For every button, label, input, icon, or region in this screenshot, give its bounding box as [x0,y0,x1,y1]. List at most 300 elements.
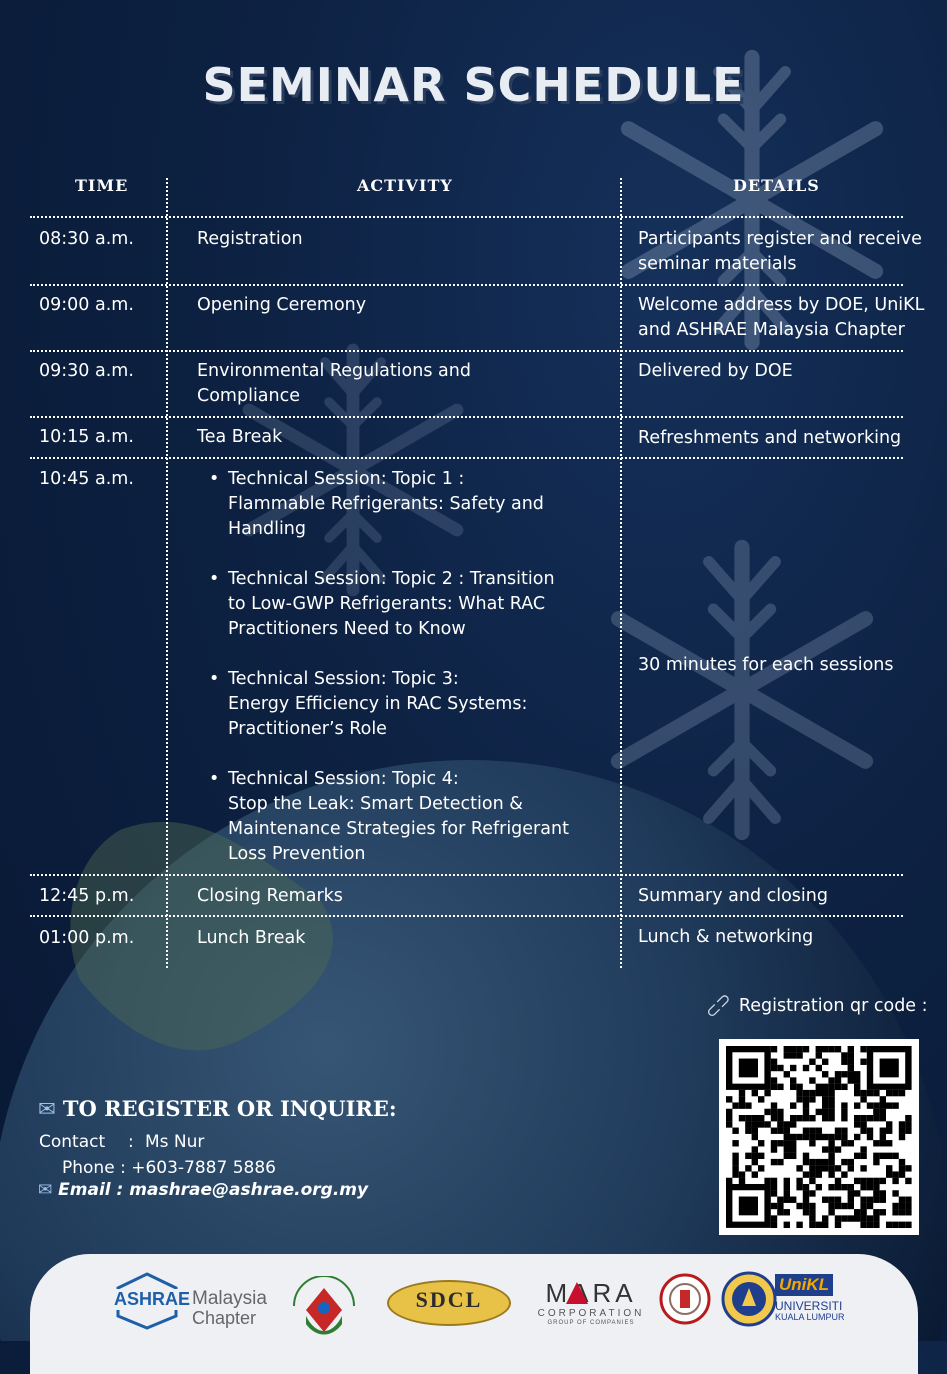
qr-module [739,1115,745,1121]
qr-module [771,1059,777,1065]
qr-module [784,1134,790,1140]
qr-module [771,1190,777,1196]
contact-phone[interactable]: Phone : +603-7887 5886 [62,1158,276,1178]
qr-module [803,1159,809,1165]
qr-module [835,1071,841,1077]
qr-module [809,1096,815,1102]
qr-module [905,1209,911,1215]
qr-module [880,1209,886,1215]
qr-module [860,1096,866,1102]
qr-module [822,1115,828,1121]
ashrae-wordmark: ASHRAE [114,1289,191,1309]
qr-module [816,1109,822,1115]
qr-module [854,1084,860,1090]
qr-module [796,1184,802,1190]
link-icon: ⊂⊃ [701,988,737,1024]
qr-module [899,1203,905,1209]
qr-module [892,1209,898,1215]
qr-module [771,1084,777,1090]
unikl-institute-crest-logo [720,1270,778,1328]
qr-module [886,1171,892,1177]
schedule-activity: Tea Break [197,427,283,447]
qr-module [771,1128,777,1134]
qr-module [867,1115,873,1121]
qr-module [796,1222,802,1228]
qr-module [841,1203,847,1209]
qr-module [809,1171,815,1177]
qr-module [867,1222,873,1228]
qr-module [739,1171,745,1177]
qr-module [828,1209,834,1215]
qr-module [873,1215,879,1221]
sponsor-logos-footer [30,1254,918,1374]
qr-module [790,1065,796,1071]
qr-module [892,1090,898,1096]
qr-module [758,1096,764,1102]
qr-module [816,1134,822,1140]
qr-module [905,1128,911,1134]
schedule-details: Refreshments and networking [638,428,902,448]
qr-module [867,1134,873,1140]
qr-module [860,1222,866,1228]
qr-module [745,1128,751,1134]
qr-module [822,1046,828,1052]
qr-module [822,1090,828,1096]
qr-module [816,1052,822,1058]
qr-module [758,1121,764,1127]
schedule-activity: Registration [197,229,303,249]
qr-module [828,1165,834,1171]
qr-module [809,1128,815,1134]
qr-module [880,1115,886,1121]
schedule-activity: Environmental Regulations and Compliance [197,361,471,406]
qr-module [809,1140,815,1146]
qr-module [848,1215,854,1221]
qr-module [860,1153,866,1159]
qr-module [752,1159,758,1165]
qr-module [835,1084,841,1090]
contact-email[interactable]: ✉ Email : mashrae@ashrae.org.my [38,1180,369,1200]
qr-module [752,1128,758,1134]
qr-module [809,1165,815,1171]
qr-module [880,1197,886,1203]
row-divider [30,216,903,218]
qr-finder-pattern [880,1059,899,1078]
qr-module [835,1165,841,1171]
qr-module [803,1203,809,1209]
qr-module [822,1134,828,1140]
qr-module [860,1128,866,1134]
qr-module [822,1096,828,1102]
mara-wordmark: MARA [545,1278,637,1308]
qr-module [803,1115,809,1121]
qr-module [892,1153,898,1159]
schedule-time: 01:00 p.m. [39,928,135,948]
unikl-wordmark: UniKL [775,1274,833,1296]
qr-module [777,1084,783,1090]
qr-module [841,1215,847,1221]
qr-module [790,1084,796,1090]
qr-module [822,1215,828,1221]
page-title: SEMINAR SCHEDULE [202,58,745,112]
qr-module [873,1178,879,1184]
qr-module [841,1109,847,1115]
qr-module [860,1146,866,1152]
qr-module [867,1197,873,1203]
qr-module [777,1128,783,1134]
qr-module [860,1209,866,1215]
qr-module [841,1071,847,1077]
qr-module [816,1065,822,1071]
qr-module [771,1215,777,1221]
qr-module [790,1140,796,1146]
qr-module [784,1190,790,1196]
qr-module [803,1090,809,1096]
schedule-details: Lunch & networking [638,927,814,947]
qr-module [790,1146,796,1152]
qr-module [764,1121,770,1127]
qr-module [803,1209,809,1215]
qr-module [790,1052,796,1058]
qr-module [854,1190,860,1196]
qr-module [867,1184,873,1190]
qr-module [790,1046,796,1052]
qr-module [854,1178,860,1184]
qr-module [745,1153,751,1159]
qr-module [803,1102,809,1108]
qr-module [790,1115,796,1121]
list-item [205,467,575,542]
qr-module [841,1171,847,1177]
qr-module [886,1121,892,1127]
qr-module [739,1096,745,1102]
registration-qr-code[interactable] [719,1039,919,1235]
qr-module [777,1109,783,1115]
qr-module [803,1184,809,1190]
institute-crest-logo [658,1272,712,1326]
qr-module [796,1165,802,1171]
row-divider [30,915,903,917]
qr-module [828,1140,834,1146]
qr-module [816,1184,822,1190]
schedule-time: 09:30 a.m. [39,361,134,381]
qr-module [828,1046,834,1052]
qr-module [771,1146,777,1152]
qr-module [822,1222,828,1228]
qr-code-label: ⊂⊃ Registration qr code : [701,988,928,1024]
qr-module [803,1109,809,1115]
qr-module [835,1203,841,1209]
list-item [205,767,575,867]
qr-module [771,1159,777,1165]
qr-module [752,1121,758,1127]
qr-module [828,1203,834,1209]
qr-module [835,1146,841,1152]
session-label: Technical Session: Topic 2 : [228,569,465,589]
qr-module [752,1171,758,1177]
qr-module [732,1102,738,1108]
qr-module [854,1071,860,1077]
qr-module [816,1159,822,1165]
qr-module [835,1046,841,1052]
qr-module [848,1203,854,1209]
technical-sessions-list [205,467,575,892]
qr-module [828,1102,834,1108]
qr-module [880,1096,886,1102]
session-topic: Energy Efficiency in RAC Systems: Practitioner’s Role [228,694,528,739]
qr-module [758,1153,764,1159]
doe-malaysia-logo [288,1276,360,1338]
qr-finder-pattern [739,1059,758,1078]
qr-module [880,1178,886,1184]
qr-module [803,1153,809,1159]
session-topic: Flammable Refrigerants: Safety and Handling [228,494,544,539]
unikl-logo [775,1274,853,1324]
qr-module [809,1134,815,1140]
qr-module [764,1178,770,1184]
qr-finder-pattern [739,1197,758,1216]
qr-module [848,1159,854,1165]
list-item [205,667,575,742]
qr-module [732,1159,738,1165]
row-divider [30,284,903,286]
qr-module [809,1190,815,1196]
qr-module [880,1190,886,1196]
contact-label: Contact [39,1132,106,1152]
qr-module [822,1102,828,1108]
qr-module [745,1121,751,1127]
qr-module [771,1222,777,1228]
qr-module [732,1153,738,1159]
qr-module [828,1077,834,1083]
schedule-activity: Lunch Break [197,928,306,948]
qr-module [777,1197,783,1203]
qr-module [854,1153,860,1159]
snowflake-right [619,548,866,833]
qr-module [828,1171,834,1177]
qr-module [860,1184,866,1190]
qr-module [822,1165,828,1171]
qr-module [841,1128,847,1134]
qr-module [905,1178,911,1184]
qr-module [848,1190,854,1196]
qr-module [758,1165,764,1171]
qr-module [905,1121,911,1127]
qr-module [790,1197,796,1203]
qr-module [784,1146,790,1152]
qr-module [809,1215,815,1221]
qr-module [784,1071,790,1077]
qr-module [745,1115,751,1121]
qr-module [739,1102,745,1108]
qr-module [860,1121,866,1127]
qr-module [809,1090,815,1096]
qr-module [860,1215,866,1221]
qr-code-pattern [719,1039,919,1235]
qr-module [784,1153,790,1159]
schedule-activity: Closing Remarks [197,886,343,906]
qr-module [796,1090,802,1096]
qr-module [841,1159,847,1165]
schedule-details: 30 minutes for each sessions [638,655,894,675]
qr-module [841,1140,847,1146]
qr-module [771,1140,777,1146]
qr-module [764,1090,770,1096]
qr-module [835,1077,841,1083]
qr-module [771,1203,777,1209]
qr-module [752,1146,758,1152]
qr-module [784,1209,790,1215]
qr-module [732,1171,738,1177]
qr-module [803,1190,809,1196]
qr-module [848,1071,854,1077]
qr-module [867,1128,873,1134]
qr-module [854,1209,860,1215]
qr-module [835,1184,841,1190]
qr-module [726,1178,732,1184]
qr-module [777,1209,783,1215]
qr-module [835,1134,841,1140]
qr-module [771,1184,777,1190]
qr-module [905,1197,911,1203]
qr-module [880,1109,886,1115]
qr-module [796,1052,802,1058]
qr-module [841,1115,847,1121]
qr-module [784,1197,790,1203]
qr-module [873,1184,879,1190]
qr-module [905,1165,911,1171]
qr-module [835,1215,841,1221]
schedule-time: 12:45 p.m. [39,886,135,906]
row-divider [30,350,903,352]
qr-module [867,1203,873,1209]
qr-module [899,1134,905,1140]
qr-module [899,1128,905,1134]
qr-module [899,1171,905,1177]
qr-module [752,1153,758,1159]
qr-module [784,1184,790,1190]
qr-module [828,1084,834,1090]
qr-module [860,1203,866,1209]
qr-module [860,1090,866,1096]
qr-module [848,1140,854,1146]
qr-module [886,1153,892,1159]
qr-module [809,1178,815,1184]
qr-module [796,1178,802,1184]
ashrae-malaysia-text: Malaysia [192,1288,267,1309]
contact-name: Ms Nur [145,1132,205,1152]
schedule-time: 08:30 a.m. [39,229,134,249]
qr-module [899,1197,905,1203]
qr-module [771,1102,777,1108]
qr-module [745,1165,751,1171]
qr-module [873,1090,879,1096]
qr-module [822,1059,828,1065]
qr-module [790,1134,796,1140]
qr-module [848,1077,854,1083]
qr-module [752,1134,758,1140]
qr-module [828,1115,834,1121]
qr-module [905,1203,911,1209]
sdcl-wordmark: SDCL [415,1287,483,1312]
ashrae-chapter-text: Chapter [192,1308,257,1328]
mail-icon: ✉ [38,1180,53,1200]
qr-module [867,1215,873,1221]
qr-module [828,1096,834,1102]
qr-module [739,1090,745,1096]
qr-module [899,1165,905,1171]
qr-module [796,1134,802,1140]
qr-module [803,1197,809,1203]
unikl-universiti-text: UNIVERSITI [775,1299,843,1313]
schedule-time: 10:15 a.m. [39,427,134,447]
qr-module [777,1159,783,1165]
qr-module [752,1115,758,1121]
qr-module [803,1065,809,1071]
qr-module [809,1209,815,1215]
session-topic: Stop the Leak: Smart Detection & Maintenance Strategies for Refrigerant Loss Prevention [228,794,569,864]
qr-module [841,1134,847,1140]
qr-module [835,1197,841,1203]
qr-module [860,1115,866,1121]
qr-module [771,1115,777,1121]
schedule-time: 10:45 a.m. [39,469,134,489]
qr-module [880,1153,886,1159]
qr-module [771,1178,777,1184]
qr-module [784,1052,790,1058]
qr-module [854,1090,860,1096]
qr-module [848,1165,854,1171]
qr-module [777,1203,783,1209]
qr-module [854,1134,860,1140]
qr-module [726,1115,732,1121]
qr-module [803,1046,809,1052]
qr-module [784,1178,790,1184]
qr-module [860,1178,866,1184]
mara-corporation-logo [536,1278,646,1328]
qr-module [886,1140,892,1146]
qr-module [873,1209,879,1215]
session-label: • Technical Session: Topic 1 : [228,469,465,489]
qr-module [732,1140,738,1146]
unikl-kuala-lumpur-text: KUALA LUMPUR [775,1312,845,1322]
qr-module [886,1090,892,1096]
qr-module [835,1128,841,1134]
qr-module [784,1121,790,1127]
qr-module [809,1203,815,1209]
qr-module [886,1102,892,1108]
qr-module [854,1102,860,1108]
column-divider-1 [166,178,168,968]
qr-module [899,1209,905,1215]
qr-module [886,1165,892,1171]
qr-module [777,1065,783,1071]
mara-group-text: GROUP OF COMPANIES [547,1320,635,1326]
schedule-details: Participants register and receive seminar materials [638,229,922,274]
qr-module [841,1084,847,1090]
qr-module [905,1222,911,1228]
qr-module [777,1115,783,1121]
qr-module [822,1109,828,1115]
qr-module [726,1096,732,1102]
column-divider-2 [620,178,622,968]
qr-module [828,1159,834,1165]
qr-module [796,1096,802,1102]
schedule-details: Delivered by DOE [638,361,793,381]
qr-module [860,1059,866,1065]
qr-module [828,1090,834,1096]
qr-module [828,1197,834,1203]
